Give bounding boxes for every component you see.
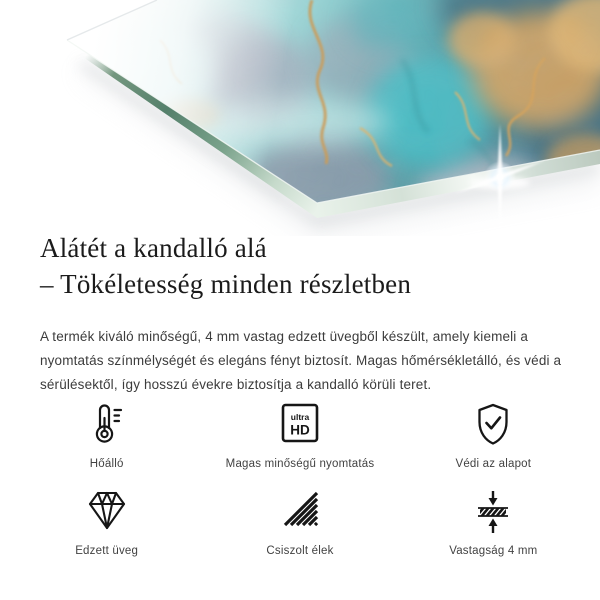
thickness-icon (472, 486, 514, 536)
feature-label: Vastagság 4 mm (449, 545, 538, 557)
ultra-hd-icon-text-bottom: HD (290, 422, 310, 438)
diamond-icon (86, 486, 128, 536)
feature-label: Edzett üveg (75, 545, 139, 557)
polished-edges-icon (279, 486, 321, 536)
glass-panel-illustration (0, 0, 600, 236)
feature-label: Magas minőségű nyomtatás (225, 458, 375, 470)
shield-check-icon (472, 399, 514, 449)
feature-ultra-hd-print (203, 399, 396, 470)
page-title (40, 230, 570, 302)
hero-image (0, 0, 600, 236)
feature-polished-edges (203, 486, 396, 557)
page-title-line2: – Tökéletesség minden részletben (40, 269, 412, 299)
page-title-line1: Alátét a kandalló alá (40, 233, 267, 263)
feature-heat-resistant (10, 399, 203, 470)
feature-thickness-4mm (397, 486, 590, 557)
feature-tempered-glass (10, 486, 203, 557)
feature-label: Csiszolt élek (266, 545, 334, 557)
feature-label: Védi az alapot (455, 458, 532, 470)
feature-label: Hőálló (89, 458, 124, 470)
ultra-hd-icon-text-top: ultra (290, 412, 310, 422)
thermometer-icon (87, 399, 127, 449)
features-grid (10, 399, 590, 557)
ultra-hd-icon (279, 399, 321, 449)
feature-protects-base (397, 399, 590, 470)
product-description: A termék kiváló minőségű, 4 mm vastag edzett üvegből készült, amely kiemeli a nyomtatás színmélységét és elegáns fényt biztosít. Magas hőmérsékletálló, és védi a sérülésektől, így hosszú évekre biztosítja a kandalló körüli teret. (40, 328, 562, 392)
